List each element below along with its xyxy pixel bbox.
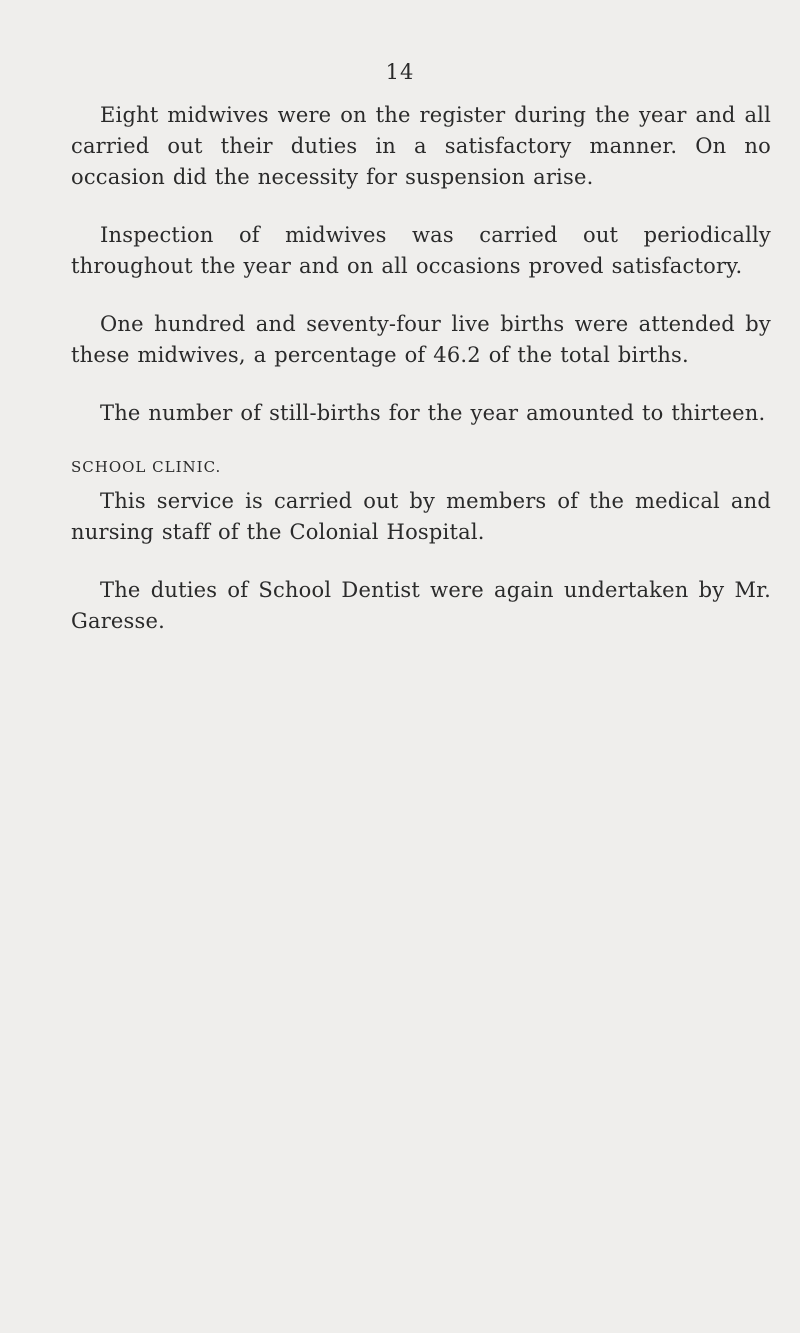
page-number: 14	[385, 60, 415, 84]
section-heading-school-clinic: SCHOOL CLINIC.	[71, 458, 222, 476]
paragraph-school-clinic-service: This service is carried out by members of the medical and nursing staff of the Colonial Hospital.	[71, 489, 771, 544]
paragraph-school-dentist: The duties of School Dentist were again undertaken by Mr. Garesse.	[71, 578, 771, 633]
paragraph-still-births: The number of still-births for the year amounted to thirteen.	[100, 401, 766, 425]
paragraph-midwives-inspection: Inspection of midwives was carried out periodically throughout the year and on all occasions proved satisfactory.	[71, 223, 771, 278]
paragraph-midwives-register: Eight midwives were on the register during the year and all carried out their duties in a satisfactory manner. On no occasion did the necessity for suspension arise.	[71, 103, 771, 189]
document-body	[71, 100, 771, 664]
paragraph-live-births: One hundred and seventy-four live births were attended by these midwives, a percentage of 46.2 of the total births.	[71, 312, 771, 367]
